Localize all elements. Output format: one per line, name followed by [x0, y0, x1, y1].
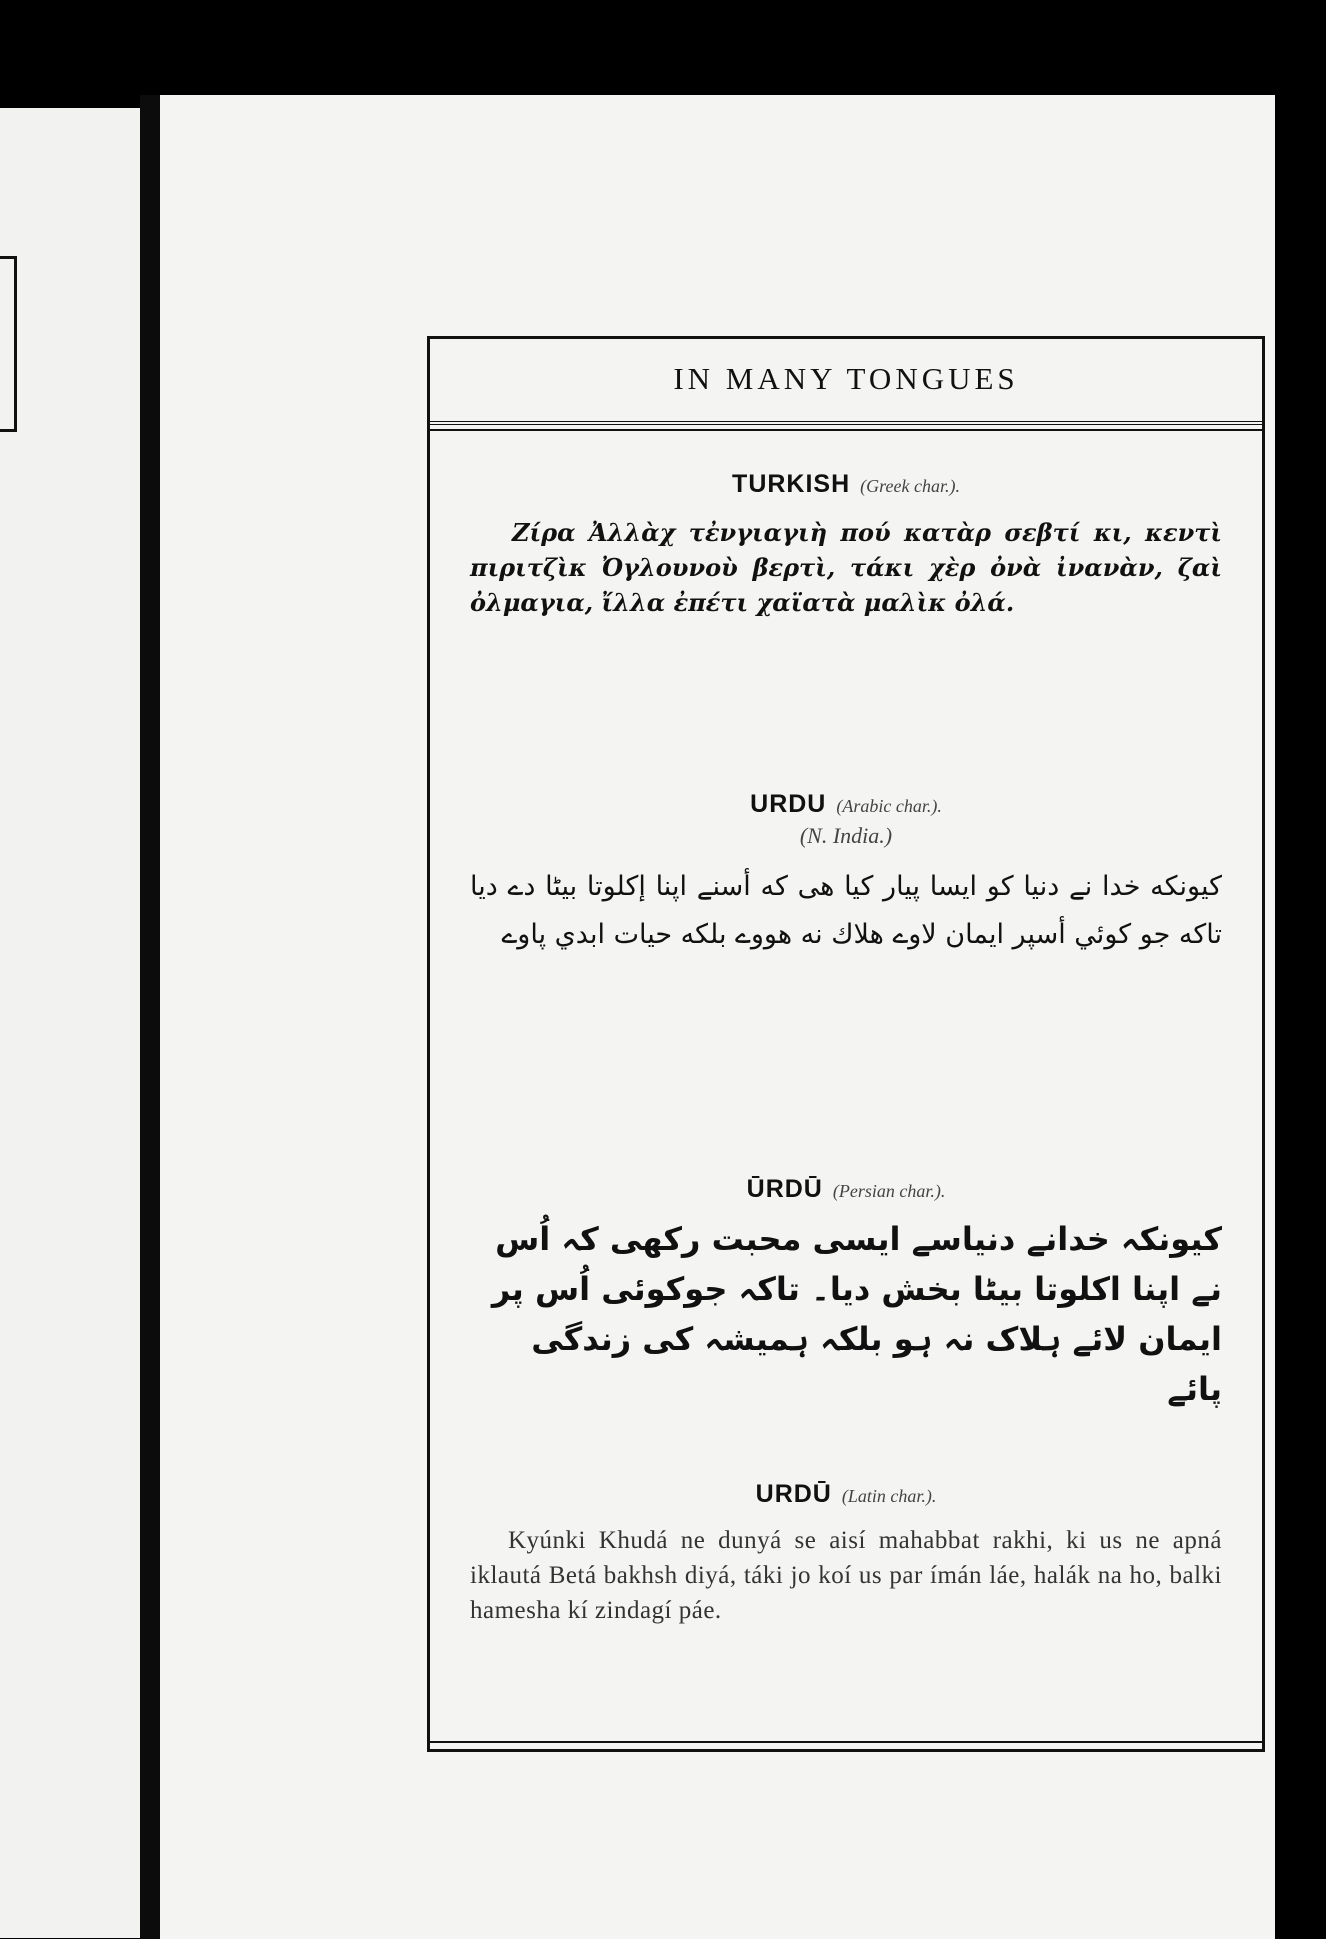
script-note: (Persian char.). — [832, 1181, 946, 1201]
section-heading — [470, 1174, 1222, 1204]
verse-text: Kyúnki Khudá ne dunyá se aisí mahabbat rakhi, ki us ne apná iklautá Betá bakhsh diyá, táki jo koí us par ímán láe, halák na ho, balki hamesha kí zindagí páe. — [470, 1527, 1222, 1624]
language-name: URDU — [750, 790, 827, 818]
book-gutter — [140, 95, 160, 1939]
section-urdu-arabic — [470, 789, 1222, 959]
script-note: (Latin char.). — [841, 1486, 937, 1506]
language-name: URDŪ — [755, 1480, 832, 1508]
section-urdu-persian — [470, 1174, 1222, 1414]
verse-text: كيونكه خدا نے دنيا كو ايسا پيار كيا هى كه أسنے اپنا إكلوتا بيٹا دے ديا تاكه جو كوئي أسپر ايمان لاوے هلاك نه هووے بلكه حيات ابدي پاوے — [470, 871, 1222, 950]
section-urdu-latin — [470, 1479, 1222, 1628]
language-name: ŪRDŪ — [746, 1175, 823, 1203]
frame-bottom-rule — [430, 1741, 1262, 1749]
script-note: (Greek char.). — [860, 476, 960, 496]
section-heading — [470, 789, 1222, 819]
frame-header — [430, 339, 1262, 425]
book-page — [160, 95, 1275, 1939]
page-title: IN MANY TONGUES — [673, 361, 1019, 396]
left-facing-page — [0, 108, 140, 1938]
language-name: TURKISH — [732, 470, 851, 498]
left-page-frame-edge — [0, 256, 17, 432]
section-heading — [470, 1479, 1222, 1509]
section-turkish — [470, 469, 1222, 620]
section-heading — [470, 469, 1222, 499]
script-note: (Arabic char.). — [836, 796, 942, 816]
page-frame — [427, 336, 1265, 1752]
region-note: (N. India.) — [799, 823, 893, 848]
verse-text: Zίρα Ἀλλὰχ τἐνγιαγιὴ πού κατὰρ σεβτί κι, κεντὶ πιριτζὶκ Ὀγλουνοὺ βερτὶ, τάκι χὲρ ὀνὰ ἰνανὰν, ζαὶ ὀλμαγια, ἴλλα ἐπέτι χαϊατὰ μαλὶκ ὀλά. — [470, 518, 1222, 617]
verse-text: کیونکہ خدانے دنیاسے ایسی محبت رکھی کہ اُس نے اپنا اکلوتا بیٹا بخش دیا۔ تاکہ جوکوئی اُس پر ایمان لائے ہلاک نہ ہو بلکہ ہمیشہ کی زندگی پائے — [491, 1220, 1222, 1408]
